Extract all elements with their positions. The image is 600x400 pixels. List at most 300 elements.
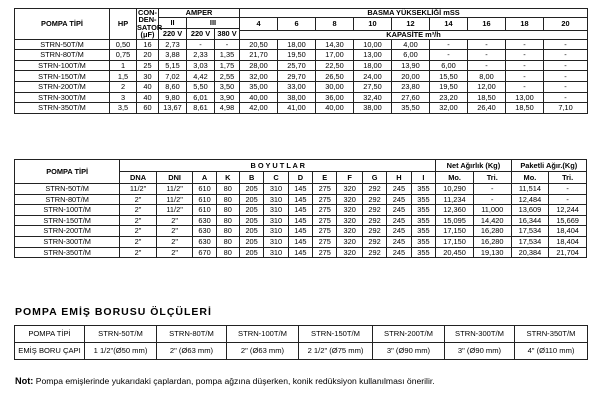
header-row: [15, 160, 587, 172]
table-cell: 275: [313, 205, 337, 216]
column-header: 18: [506, 18, 544, 31]
table-cell: 670: [193, 247, 216, 258]
table-cell: 11/2": [156, 194, 193, 205]
performance-table: [14, 8, 588, 114]
table-cell: 355: [411, 205, 436, 216]
table-cell: 292: [362, 247, 386, 258]
table-cell: 17,534: [511, 226, 549, 237]
table-cell: STRN-300T/M: [15, 92, 110, 103]
table-cell: 12,00: [468, 82, 506, 93]
table-cell: 17,00: [316, 50, 354, 61]
table-cell: 18,404: [549, 226, 587, 237]
table-cell: 14,30: [316, 39, 354, 50]
table-cell: 7,10: [544, 103, 588, 114]
table-cell: 40,00: [240, 92, 278, 103]
table-cell: 292: [362, 184, 386, 195]
table-cell: -: [473, 184, 511, 195]
table-cell: 630: [193, 236, 216, 247]
table-cell: -: [549, 184, 587, 195]
table-cell: -: [473, 194, 511, 205]
table-cell: 9,80: [159, 92, 187, 103]
table-cell: 320: [337, 247, 362, 258]
table-cell: 320: [337, 205, 362, 216]
note-text: Pompa emişlerinde yukarıdaki çaplardan, pompa ağzına düşerken, konik redüksiyon kullanılması önerilir.: [33, 376, 435, 386]
column-header: KAPASİTE m³/h: [240, 30, 588, 39]
table-cell: 320: [337, 184, 362, 195]
table-cell: 3" (Ø90 mm): [445, 343, 515, 360]
table-cell: 145: [288, 184, 312, 195]
table-cell: 11,514: [511, 184, 549, 195]
table-cell: 3: [110, 92, 137, 103]
column-header: K: [216, 172, 239, 184]
table-row: [15, 71, 588, 82]
table-cell: 355: [411, 236, 436, 247]
table-cell: 17,150: [436, 236, 474, 247]
table-cell: 2": [156, 247, 193, 258]
column-header: B: [239, 172, 263, 184]
table-cell: 1,5: [110, 71, 137, 82]
table-cell: 245: [387, 184, 411, 195]
column-header: STRN-80T/M: [157, 326, 227, 343]
table-cell: 11/2": [120, 184, 157, 195]
column-header: STRN-150T/M: [299, 326, 373, 343]
table-cell: 41,00: [278, 103, 316, 114]
table-cell: -: [544, 71, 588, 82]
table-cell: 310: [264, 226, 288, 237]
table-cell: 32,40: [354, 92, 392, 103]
table-cell: 245: [387, 247, 411, 258]
column-header: 14: [430, 18, 468, 31]
table-cell: 310: [264, 215, 288, 226]
column-header: STRN-350T/M: [515, 326, 588, 343]
table-cell: 28,00: [240, 60, 278, 71]
table-cell: 0,50: [110, 39, 137, 50]
column-header: D: [288, 172, 312, 184]
table-cell: 2": [120, 247, 157, 258]
table-cell: 15,095: [436, 215, 474, 226]
table-cell: -: [544, 50, 588, 61]
column-header: I: [411, 172, 436, 184]
table-cell: 4,98: [215, 103, 240, 114]
table-cell: STRN-100T/M: [15, 60, 110, 71]
table-cell: 292: [362, 226, 386, 237]
column-header: Tri.: [473, 172, 511, 184]
table-row: [15, 92, 588, 103]
table-cell: 16,280: [473, 236, 511, 247]
table-cell: 145: [288, 215, 312, 226]
table-cell: 1: [110, 60, 137, 71]
table-cell: 40: [137, 82, 159, 93]
table-row: [15, 343, 588, 360]
table-cell: 19,50: [278, 50, 316, 61]
header-row: [15, 9, 588, 18]
table-cell: STRN-200T/M: [15, 226, 120, 237]
table-cell: 610: [193, 184, 216, 195]
table-cell: 17,534: [511, 236, 549, 247]
table-cell: 4" (Ø110 mm): [515, 343, 588, 360]
table-cell: 320: [337, 194, 362, 205]
table-cell: 3,03: [187, 60, 215, 71]
table-cell: 18,404: [549, 236, 587, 247]
table-cell: 18,00: [354, 60, 392, 71]
column-header: 10: [354, 18, 392, 31]
table-cell: 3,50: [215, 82, 240, 93]
table-cell: 245: [387, 205, 411, 216]
table-cell: 11,234: [436, 194, 474, 205]
table-cell: 13,00: [354, 50, 392, 61]
table-cell: 610: [193, 205, 216, 216]
table-cell: 5,15: [159, 60, 187, 71]
table-cell: 22,50: [316, 60, 354, 71]
column-header: 12: [392, 18, 430, 31]
table-cell: 20,450: [436, 247, 474, 258]
column-header: H: [387, 172, 411, 184]
table-cell: 310: [264, 205, 288, 216]
table-cell: 1 1/2"(Ø50 mm): [85, 343, 157, 360]
table-cell: 7,02: [159, 71, 187, 82]
table-cell: 310: [264, 184, 288, 195]
table-cell: 13,67: [159, 103, 187, 114]
table-cell: 1,35: [215, 50, 240, 61]
column-header: E: [313, 172, 337, 184]
table-cell: -: [506, 71, 544, 82]
table-cell: 2": [120, 194, 157, 205]
table-cell: 205: [239, 194, 263, 205]
table-cell: 20,50: [240, 39, 278, 50]
table-cell: 2": [156, 226, 193, 237]
table-cell: 2" (Ø63 mm): [157, 343, 227, 360]
table-cell: -: [506, 60, 544, 71]
column-header: C: [264, 172, 288, 184]
table-cell: 630: [193, 226, 216, 237]
table-cell: 19,50: [430, 82, 468, 93]
table-cell: 40,00: [316, 103, 354, 114]
table-cell: -: [549, 194, 587, 205]
table-cell: 245: [387, 215, 411, 226]
table-cell: 23,80: [392, 82, 430, 93]
section-title: POMPA EMİŞ BORUSU ÖLÇÜLERİ: [15, 306, 212, 318]
column-header: II: [159, 18, 187, 29]
table-cell: 26,40: [468, 103, 506, 114]
table-row: [15, 194, 587, 205]
column-header: 220 V: [159, 28, 187, 39]
table-cell: EMİŞ BORU ÇAPI: [15, 343, 85, 360]
table-cell: 2 1/2" (Ø75 mm): [299, 343, 373, 360]
table-cell: 18,50: [506, 103, 544, 114]
table-cell: 11,000: [473, 205, 511, 216]
table-cell: -: [430, 50, 468, 61]
table-cell: 80: [216, 194, 239, 205]
table-row: [15, 50, 588, 61]
table-cell: STRN-300T/M: [15, 236, 120, 247]
table-cell: 8,60: [159, 82, 187, 93]
table-cell: 24,00: [354, 71, 392, 82]
table-cell: 15,50: [430, 71, 468, 82]
table-row: [15, 236, 587, 247]
table-cell: 2: [110, 82, 137, 93]
table-cell: 205: [239, 236, 263, 247]
table-cell: 0,75: [110, 50, 137, 61]
table-cell: 320: [337, 226, 362, 237]
table-cell: 3,88: [159, 50, 187, 61]
table-cell: 2": [120, 236, 157, 247]
table-cell: STRN-50T/M: [15, 39, 110, 50]
table-cell: 36,00: [316, 92, 354, 103]
table-row: [15, 103, 588, 114]
table-cell: 20,00: [392, 71, 430, 82]
table-cell: 310: [264, 236, 288, 247]
dimensions-table: [14, 159, 587, 258]
table-row: [15, 205, 587, 216]
table-cell: 26,50: [316, 71, 354, 82]
table-cell: 4,00: [392, 39, 430, 50]
table-row: [15, 184, 587, 195]
header-line: SATOR: [137, 22, 163, 32]
table-cell: 3" (Ø90 mm): [373, 343, 445, 360]
column-header: 6: [278, 18, 316, 31]
table-cell: 27,50: [354, 82, 392, 93]
table-cell: 13,00: [506, 92, 544, 103]
table-cell: 292: [362, 194, 386, 205]
table-cell: 355: [411, 247, 436, 258]
table-cell: 38,00: [278, 92, 316, 103]
column-header: Net Ağırlık (Kg): [436, 160, 511, 172]
table-cell: 21,70: [240, 50, 278, 61]
table-cell: 2": [120, 215, 157, 226]
column-header: Paketli Ağır.(Kg): [511, 160, 586, 172]
table-cell: 355: [411, 194, 436, 205]
header-row: [15, 326, 588, 343]
table-cell: 16,280: [473, 226, 511, 237]
table-cell: 80: [216, 184, 239, 195]
column-header: Mo.: [511, 172, 549, 184]
table-cell: 320: [337, 236, 362, 247]
table-cell: 2" (Ø63 mm): [227, 343, 299, 360]
table-cell: 4,42: [187, 71, 215, 82]
table-cell: 275: [313, 247, 337, 258]
column-header: F: [337, 172, 362, 184]
table-cell: 8,00: [468, 71, 506, 82]
table-cell: 23,20: [430, 92, 468, 103]
table-cell: 245: [387, 236, 411, 247]
table-cell: STRN-350T/M: [15, 103, 110, 114]
table-cell: 2,73: [159, 39, 187, 50]
table-cell: 13,609: [511, 205, 549, 216]
table-row: [15, 226, 587, 237]
column-header: POMPA TİPİ: [15, 160, 120, 184]
table-cell: 40: [137, 92, 159, 103]
table-cell: 80: [216, 226, 239, 237]
table-cell: 32,00: [240, 71, 278, 82]
table-cell: 145: [288, 194, 312, 205]
table-cell: 310: [264, 247, 288, 258]
table-cell: 20: [137, 50, 159, 61]
table-cell: 21,704: [549, 247, 587, 258]
column-header: POMPA TİPİ: [15, 9, 110, 40]
table-cell: 355: [411, 215, 436, 226]
column-header: Tri.: [549, 172, 587, 184]
table-cell: -: [544, 39, 588, 50]
column-header: DNI: [156, 172, 193, 184]
table-cell: 205: [239, 184, 263, 195]
table-cell: 16: [137, 39, 159, 50]
table-cell: 145: [288, 236, 312, 247]
column-header: HP: [110, 9, 137, 40]
note-label: Not:: [15, 376, 34, 386]
header-line: DEN-: [138, 15, 157, 25]
table-cell: STRN-350T/M: [15, 247, 120, 258]
table-cell: 35,50: [392, 103, 430, 114]
table-cell: 42,00: [240, 103, 278, 114]
table-cell: 10,00: [354, 39, 392, 50]
column-header: STRN-50T/M: [85, 326, 157, 343]
table-cell: 80: [216, 236, 239, 247]
header-line: (μF): [140, 30, 155, 40]
table-row: [15, 82, 588, 93]
column-header: 20: [544, 18, 588, 31]
table-cell: 205: [239, 205, 263, 216]
table-cell: 2": [120, 205, 157, 216]
table-cell: 14,420: [473, 215, 511, 226]
table-cell: 80: [216, 205, 239, 216]
column-header: III: [187, 18, 240, 29]
table-cell: 355: [411, 184, 436, 195]
column-header: 220 V: [187, 28, 215, 39]
column-header: G: [362, 172, 386, 184]
table-cell: 38,00: [354, 103, 392, 114]
table-cell: 1,75: [215, 60, 240, 71]
table-cell: 2": [156, 236, 193, 247]
table-cell: 145: [288, 226, 312, 237]
column-header: 4: [240, 18, 278, 31]
table-cell: STRN-150T/M: [15, 215, 120, 226]
table-cell: 13,90: [392, 60, 430, 71]
table-cell: 292: [362, 205, 386, 216]
table-cell: 11/2": [156, 184, 193, 195]
table-cell: -: [544, 82, 588, 93]
table-cell: STRN-100T/M: [15, 205, 120, 216]
table-cell: 275: [313, 194, 337, 205]
table-cell: 245: [387, 194, 411, 205]
table-cell: 18,50: [468, 92, 506, 103]
table-cell: -: [430, 39, 468, 50]
table-cell: 145: [288, 247, 312, 258]
table-cell: 6,01: [187, 92, 215, 103]
table-cell: 275: [313, 215, 337, 226]
column-header: 16: [468, 18, 506, 31]
table-cell: 205: [239, 215, 263, 226]
table-cell: 275: [313, 236, 337, 247]
column-header: [137, 8, 163, 40]
table-cell: -: [468, 39, 506, 50]
table-cell: STRN-80T/M: [15, 194, 120, 205]
header-line: CON-: [138, 8, 157, 17]
table-cell: 245: [387, 226, 411, 237]
table-cell: 10,290: [436, 184, 474, 195]
table-cell: 12,244: [549, 205, 587, 216]
table-cell: -: [506, 82, 544, 93]
table-cell: 610: [193, 194, 216, 205]
column-header: 380 V: [215, 28, 240, 39]
column-header: STRN-300T/M: [445, 326, 515, 343]
column-header: STRN-100T/M: [227, 326, 299, 343]
table-cell: -: [468, 50, 506, 61]
table-cell: -: [544, 60, 588, 71]
table-cell: 6,00: [430, 60, 468, 71]
column-header: B O Y U T L A R: [120, 160, 436, 172]
table-cell: 30: [137, 71, 159, 82]
table-cell: 12,360: [436, 205, 474, 216]
table-cell: 320: [337, 215, 362, 226]
table-cell: -: [506, 39, 544, 50]
table-cell: -: [215, 39, 240, 50]
table-cell: 3,5: [110, 103, 137, 114]
table-cell: 29,70: [278, 71, 316, 82]
table-cell: STRN-200T/M: [15, 82, 110, 93]
column-header: DNA: [120, 172, 157, 184]
table-cell: 19,130: [473, 247, 511, 258]
table-cell: 3,90: [215, 92, 240, 103]
table-cell: 8,61: [187, 103, 215, 114]
table-cell: 145: [288, 205, 312, 216]
table-cell: 16,344: [511, 215, 549, 226]
column-header: AMPER: [159, 9, 240, 18]
table-cell: 205: [239, 247, 263, 258]
table-cell: 2": [120, 226, 157, 237]
table-cell: 2": [156, 215, 193, 226]
table-cell: 60: [137, 103, 159, 114]
suction-pipe-table: [14, 325, 588, 360]
footnote: [15, 376, 435, 386]
table-cell: 2,55: [215, 71, 240, 82]
table-cell: 355: [411, 226, 436, 237]
table-row: [15, 39, 588, 50]
table-cell: 25: [137, 60, 159, 71]
table-cell: STRN-50T/M: [15, 184, 120, 195]
column-header: BASMA YÜKSEKLİĞİ mSS: [240, 9, 588, 18]
table-row: [15, 247, 587, 258]
table-cell: STRN-150T/M: [15, 71, 110, 82]
table-cell: 33,00: [278, 82, 316, 93]
table-cell: 32,00: [430, 103, 468, 114]
table-row: [15, 215, 587, 226]
table-cell: 80: [216, 215, 239, 226]
table-cell: 80: [216, 247, 239, 258]
column-header: STRN-200T/M: [373, 326, 445, 343]
table-cell: 18,00: [278, 39, 316, 50]
table-cell: 292: [362, 215, 386, 226]
table-cell: 27,60: [392, 92, 430, 103]
table-cell: 6,00: [392, 50, 430, 61]
column-header: A: [193, 172, 216, 184]
table-cell: -: [544, 92, 588, 103]
table-cell: 292: [362, 236, 386, 247]
table-cell: 35,00: [240, 82, 278, 93]
column-header: Mo.: [436, 172, 474, 184]
table-cell: 11/2": [156, 205, 193, 216]
table-cell: 275: [313, 226, 337, 237]
table-cell: 12,484: [511, 194, 549, 205]
table-cell: -: [468, 60, 506, 71]
table-cell: 30,00: [316, 82, 354, 93]
table-cell: 17,150: [436, 226, 474, 237]
table-cell: -: [506, 50, 544, 61]
column-header: POMPA TİPİ: [15, 326, 85, 343]
table-cell: 205: [239, 226, 263, 237]
table-cell: 310: [264, 194, 288, 205]
table-cell: 15,669: [549, 215, 587, 226]
table-cell: -: [187, 39, 215, 50]
